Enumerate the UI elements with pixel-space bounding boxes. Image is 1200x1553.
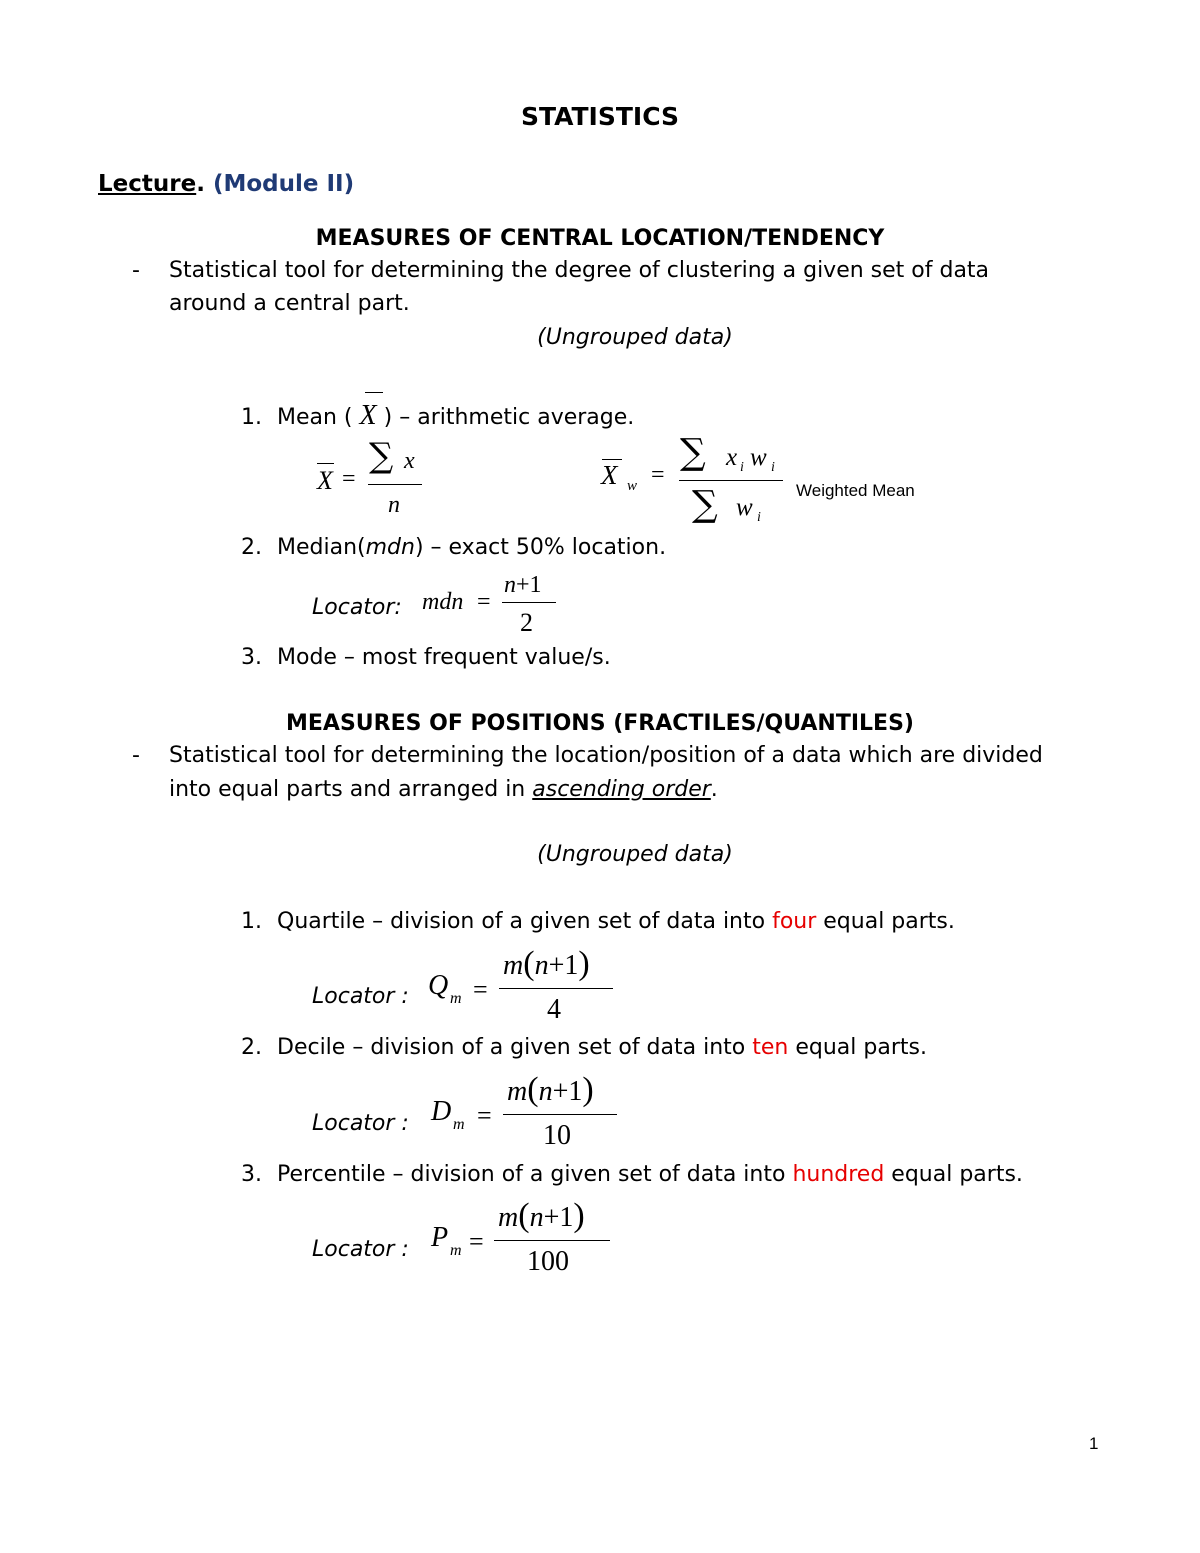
mean-pre: Mean ( [277, 405, 353, 430]
central-heading: MEASURES OF CENTRAL LOCATION/TENDENCY [315, 226, 885, 251]
percentile-highlight: hundred [792, 1162, 885, 1187]
quartile-num-close: ) [578, 945, 590, 982]
quartile-number: 1. [241, 909, 262, 934]
median-lhs: mdn [422, 589, 464, 615]
central-subheading: (Ungrouped data) [537, 325, 733, 350]
wmean-lhs: X [601, 460, 618, 490]
mode-item [241, 645, 611, 670]
percentile-numerator [498, 1197, 585, 1235]
mean-formula-bar [317, 463, 334, 464]
decile-num-m: m [507, 1076, 528, 1107]
wmean-sub-w: w [627, 478, 638, 494]
median-den: 2 [520, 608, 533, 637]
wmean-fraction-bar [679, 480, 783, 481]
median-post: ) – exact 50% location. [414, 535, 667, 560]
page-title: STATISTICS [520, 102, 680, 131]
percentile-num-m: m [498, 1202, 519, 1233]
percentile-num-close: ) [573, 1197, 585, 1234]
mean-formula-lhs: X [317, 466, 333, 495]
quartile-num-n: n [534, 950, 549, 981]
module-label: (Module II) [212, 171, 355, 197]
median-locator-label: Locator: [312, 595, 402, 620]
median-num-plus1: +1 [516, 572, 542, 598]
median-number: 2. [241, 535, 262, 560]
lecture-dot: . [196, 171, 205, 197]
decile-numerator [507, 1071, 594, 1109]
decile-symbol: D [431, 1096, 452, 1127]
decile-num-plus: +1 [552, 1076, 583, 1107]
quartile-num-plus: +1 [548, 950, 579, 981]
quartile-locator-label: Locator : [312, 984, 409, 1009]
median-num-n: n [504, 572, 516, 598]
mean-item [241, 400, 634, 432]
percentile-post: equal parts. [884, 1162, 1023, 1187]
lecture-label: Lecture [98, 171, 197, 197]
page-number: 1 [1089, 1434, 1099, 1453]
median-fraction-bar [502, 602, 556, 603]
quartile-highlight: four [772, 909, 817, 934]
percentile-den: 100 [527, 1246, 569, 1277]
decile-pre: Decile – division of a given set of data into [277, 1035, 753, 1060]
mean-sigma: ∑ [369, 436, 394, 476]
quartile-item [241, 909, 955, 934]
wmean-den-w: w [736, 494, 753, 521]
wmean-num-wi: i [771, 460, 775, 475]
ascending-order-text: ascending order [532, 777, 711, 802]
percentile-number: 3. [241, 1162, 262, 1187]
wmean-den-sigma: ∑ [692, 484, 718, 525]
weighted-mean-label: Weighted Mean [796, 481, 915, 500]
decile-highlight: ten [752, 1035, 789, 1060]
central-desc-line2: around a central part. [169, 291, 410, 316]
percentile-item [241, 1162, 1023, 1187]
decile-num-open: ( [527, 1071, 539, 1108]
wmean-bar [602, 459, 622, 460]
wmean-num-x: x [726, 444, 738, 471]
wmean-num-sigma: ∑ [680, 432, 706, 473]
percentile-pre: Percentile – division of a given set of data into [277, 1162, 793, 1187]
median-pre: Median( [277, 535, 366, 560]
mean-post: ) – arithmetic average. [383, 405, 635, 430]
central-desc-line1: Statistical tool for determining the degree of clustering a given set of data [169, 258, 990, 283]
median-item [241, 535, 666, 560]
wmean-eq: = [651, 462, 665, 488]
mean-fraction-bar [368, 484, 422, 485]
positions-desc-line2 [169, 777, 718, 802]
positions-dash: - [132, 743, 140, 768]
mean-den-n: n [388, 492, 400, 518]
decile-fraction-bar [503, 1114, 617, 1115]
mean-number: 1. [241, 405, 262, 430]
decile-item [241, 1035, 927, 1060]
quartile-num-m: m [503, 950, 524, 981]
positions-subheading: (Ungrouped data) [537, 842, 733, 867]
percentile-fraction-bar [494, 1240, 610, 1241]
positions-desc-line1: Statistical tool for determining the location/position of a data which are divided [169, 743, 1043, 768]
decile-sub: m [453, 1116, 465, 1133]
percentile-num-plus: +1 [543, 1202, 574, 1233]
wmean-num-xi: i [740, 460, 744, 475]
quartile-pre: Quartile – division of a given set of data into [277, 909, 773, 934]
mean-symbol-bar [365, 392, 383, 393]
quartile-sub: m [450, 990, 462, 1007]
percentile-symbol: P [431, 1222, 449, 1253]
percentile-num-n: n [529, 1202, 544, 1233]
positions-heading: MEASURES OF POSITIONS (FRACTILES/QUANTILES) [286, 711, 914, 736]
median-italic: mdn [365, 535, 415, 560]
quartile-numerator [503, 945, 590, 983]
percentile-locator-label: Locator : [312, 1237, 409, 1262]
percentile-num-open: ( [518, 1197, 530, 1234]
decile-locator-label: Locator : [312, 1111, 409, 1136]
central-dash: - [132, 258, 140, 283]
quartile-eq: = [473, 975, 488, 1004]
median-numerator [504, 570, 542, 599]
positions-desc-post: . [710, 777, 718, 802]
lecture-line [98, 171, 354, 197]
decile-number: 2. [241, 1035, 262, 1060]
mean-symbol: X [359, 400, 377, 431]
wmean-num-w: w [750, 444, 767, 471]
mode-number: 3. [241, 645, 262, 670]
decile-den: 10 [543, 1120, 571, 1151]
decile-post: equal parts. [788, 1035, 927, 1060]
mode-text: Mode – most frequent value/s. [277, 645, 611, 670]
quartile-den: 4 [547, 994, 561, 1025]
decile-num-n: n [538, 1076, 553, 1107]
percentile-eq: = [469, 1227, 484, 1256]
percentile-sub: m [450, 1242, 462, 1259]
decile-eq: = [477, 1101, 492, 1130]
quartile-symbol: Q [428, 970, 449, 1001]
mean-num-x: x [404, 448, 415, 474]
positions-desc-pre: into equal parts and arranged in [169, 777, 533, 802]
median-eq: = [477, 589, 491, 615]
wmean-den-wi: i [757, 510, 761, 525]
quartile-fraction-bar [499, 988, 613, 989]
decile-num-close: ) [582, 1071, 594, 1108]
mean-formula-eq: = [342, 466, 356, 492]
quartile-post: equal parts. [816, 909, 955, 934]
quartile-num-open: ( [523, 945, 535, 982]
